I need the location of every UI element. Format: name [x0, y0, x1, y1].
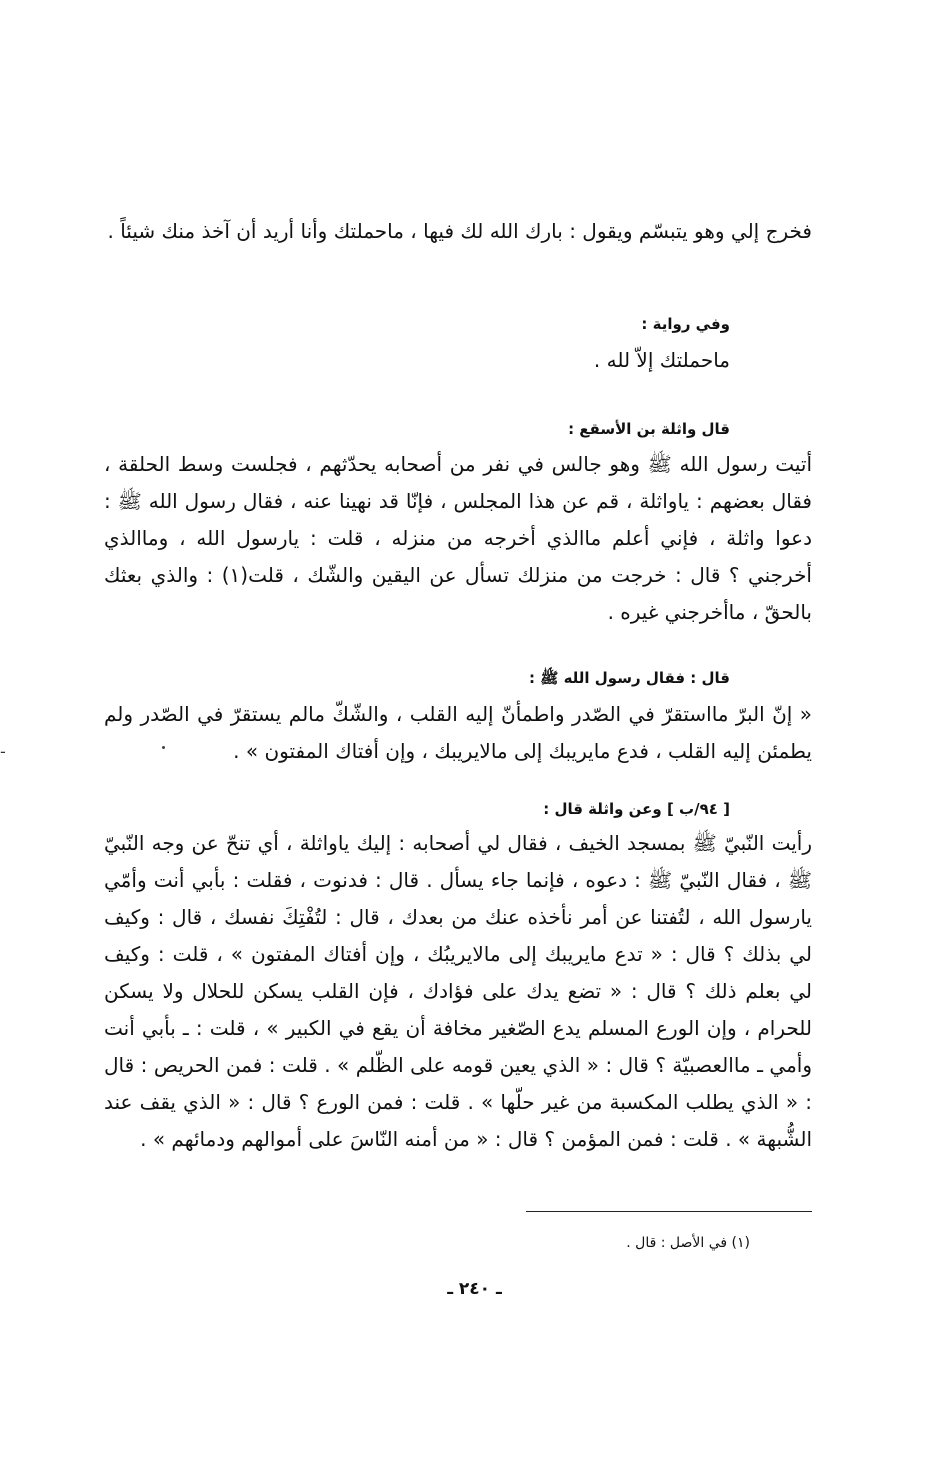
heading-folio-94b: [ ٩٤/ب ] وعن واثلة قال :	[543, 800, 730, 818]
paragraph-wathila-story	[104, 446, 812, 631]
footnote-separator	[526, 1211, 812, 1212]
paragraph-text: « إنّ البرّ مااستقرّ في الصّدر واطمأنّ إليه القلب ، والشّكّ مالم يستقرّ في الصّدر ولم يطمئن إليه القلب ، فدع مايريبك إلى مالايريبك ، وإن أفتاك المفتون » .	[104, 702, 812, 763]
paragraph-text: فخرج إلي وهو يتبسّم ويقول : بارك الله لك فيها ، ماحملتك وأنا أريد أن آخذ منك شيئاً .	[107, 219, 812, 243]
paragraph-text: رأيت النّبيّ ﷺ بمسجد الخيف ، فقال لي أصحابه : إليك ياواثلة ، أي تنحّ عن وجه النّبيّ ﷺ ، فقال النّبيّ ﷺ : دعوه ، فإنما جاء يسأل . قال : فدنوت ، فقلت : بأبي أنت وأمّي يارسول الله ، لتُفتنا عن أمر نأخذه عنك من بعدك ، قال : لتُفْتِكَ نفسك ، قال : وكيف لي بذلك ؟ قال : « تدع مايريبك إلى مالايريبُك ، وإن أفتاك المفتون » ، قلت : وكيف لي بعلم ذلك ؟ قال : « تضع يدك على فؤادك ، فإن القلب يسكن للحلال ولا يسكن للحرام ، وإن الورع المسلم يدع الصّغير مخافة أن يقع في الكبير » ، قلت : ـ بأبي أنت وأمي ـ ماالعصبيّة ؟ قال : « الذي يعين قومه على الظّلم » . قلت : فمن الحريص : قال : « الذي يطلب المكسبة من غير حلّها » . قلت : فمن الورع ؟ قال : « الذي يقف عند الشُّبهة » . قلت : فمن المؤمن ؟ قال : « من أمنه النّاسَ على أموالهم ودمائهم » .	[104, 831, 812, 1151]
heading-wathila: قال واثلة بن الأسقع :	[568, 420, 730, 438]
paragraph-text: أتيت رسول الله ﷺ وهو جالس في نفر من أصحابه يحدّثهم ، فجلست وسط الحلقة ، فقال بعضهم : ياواثلة ، قم عن هذا المجلس ، فإنّا قد نهينا عنه ، فقال رسول الله ﷺ : دعوا واثلة ، فإني أعلم ماالذي أخرجه من منزله ، قلت : يارسول الله ، وماالذي أخرجني ؟ قال : خرجت من منزلك تسأل عن اليقين والشّك ، قلت(١) : والذي بعثك بالحقّ ، ماأخرجني غيره .	[104, 452, 812, 624]
paragraph-khayf-mosque	[104, 825, 812, 1158]
paragraph-hadith-birr	[104, 696, 812, 770]
heading-prophet-said: قال : فقال رسول الله ﷺ :	[529, 669, 730, 687]
page-number: ـ ٢٤٠ ـ	[447, 1279, 502, 1299]
paragraph-riwaya: ماحملتك إلاّ لله .	[593, 348, 730, 372]
heading-riwaya: وفي رواية :	[641, 315, 730, 333]
footnote: (١) في الأصل : قال .	[626, 1235, 750, 1251]
stray-dot	[162, 746, 165, 749]
paragraph-opening	[104, 213, 812, 250]
margin-mark: -	[0, 742, 6, 761]
